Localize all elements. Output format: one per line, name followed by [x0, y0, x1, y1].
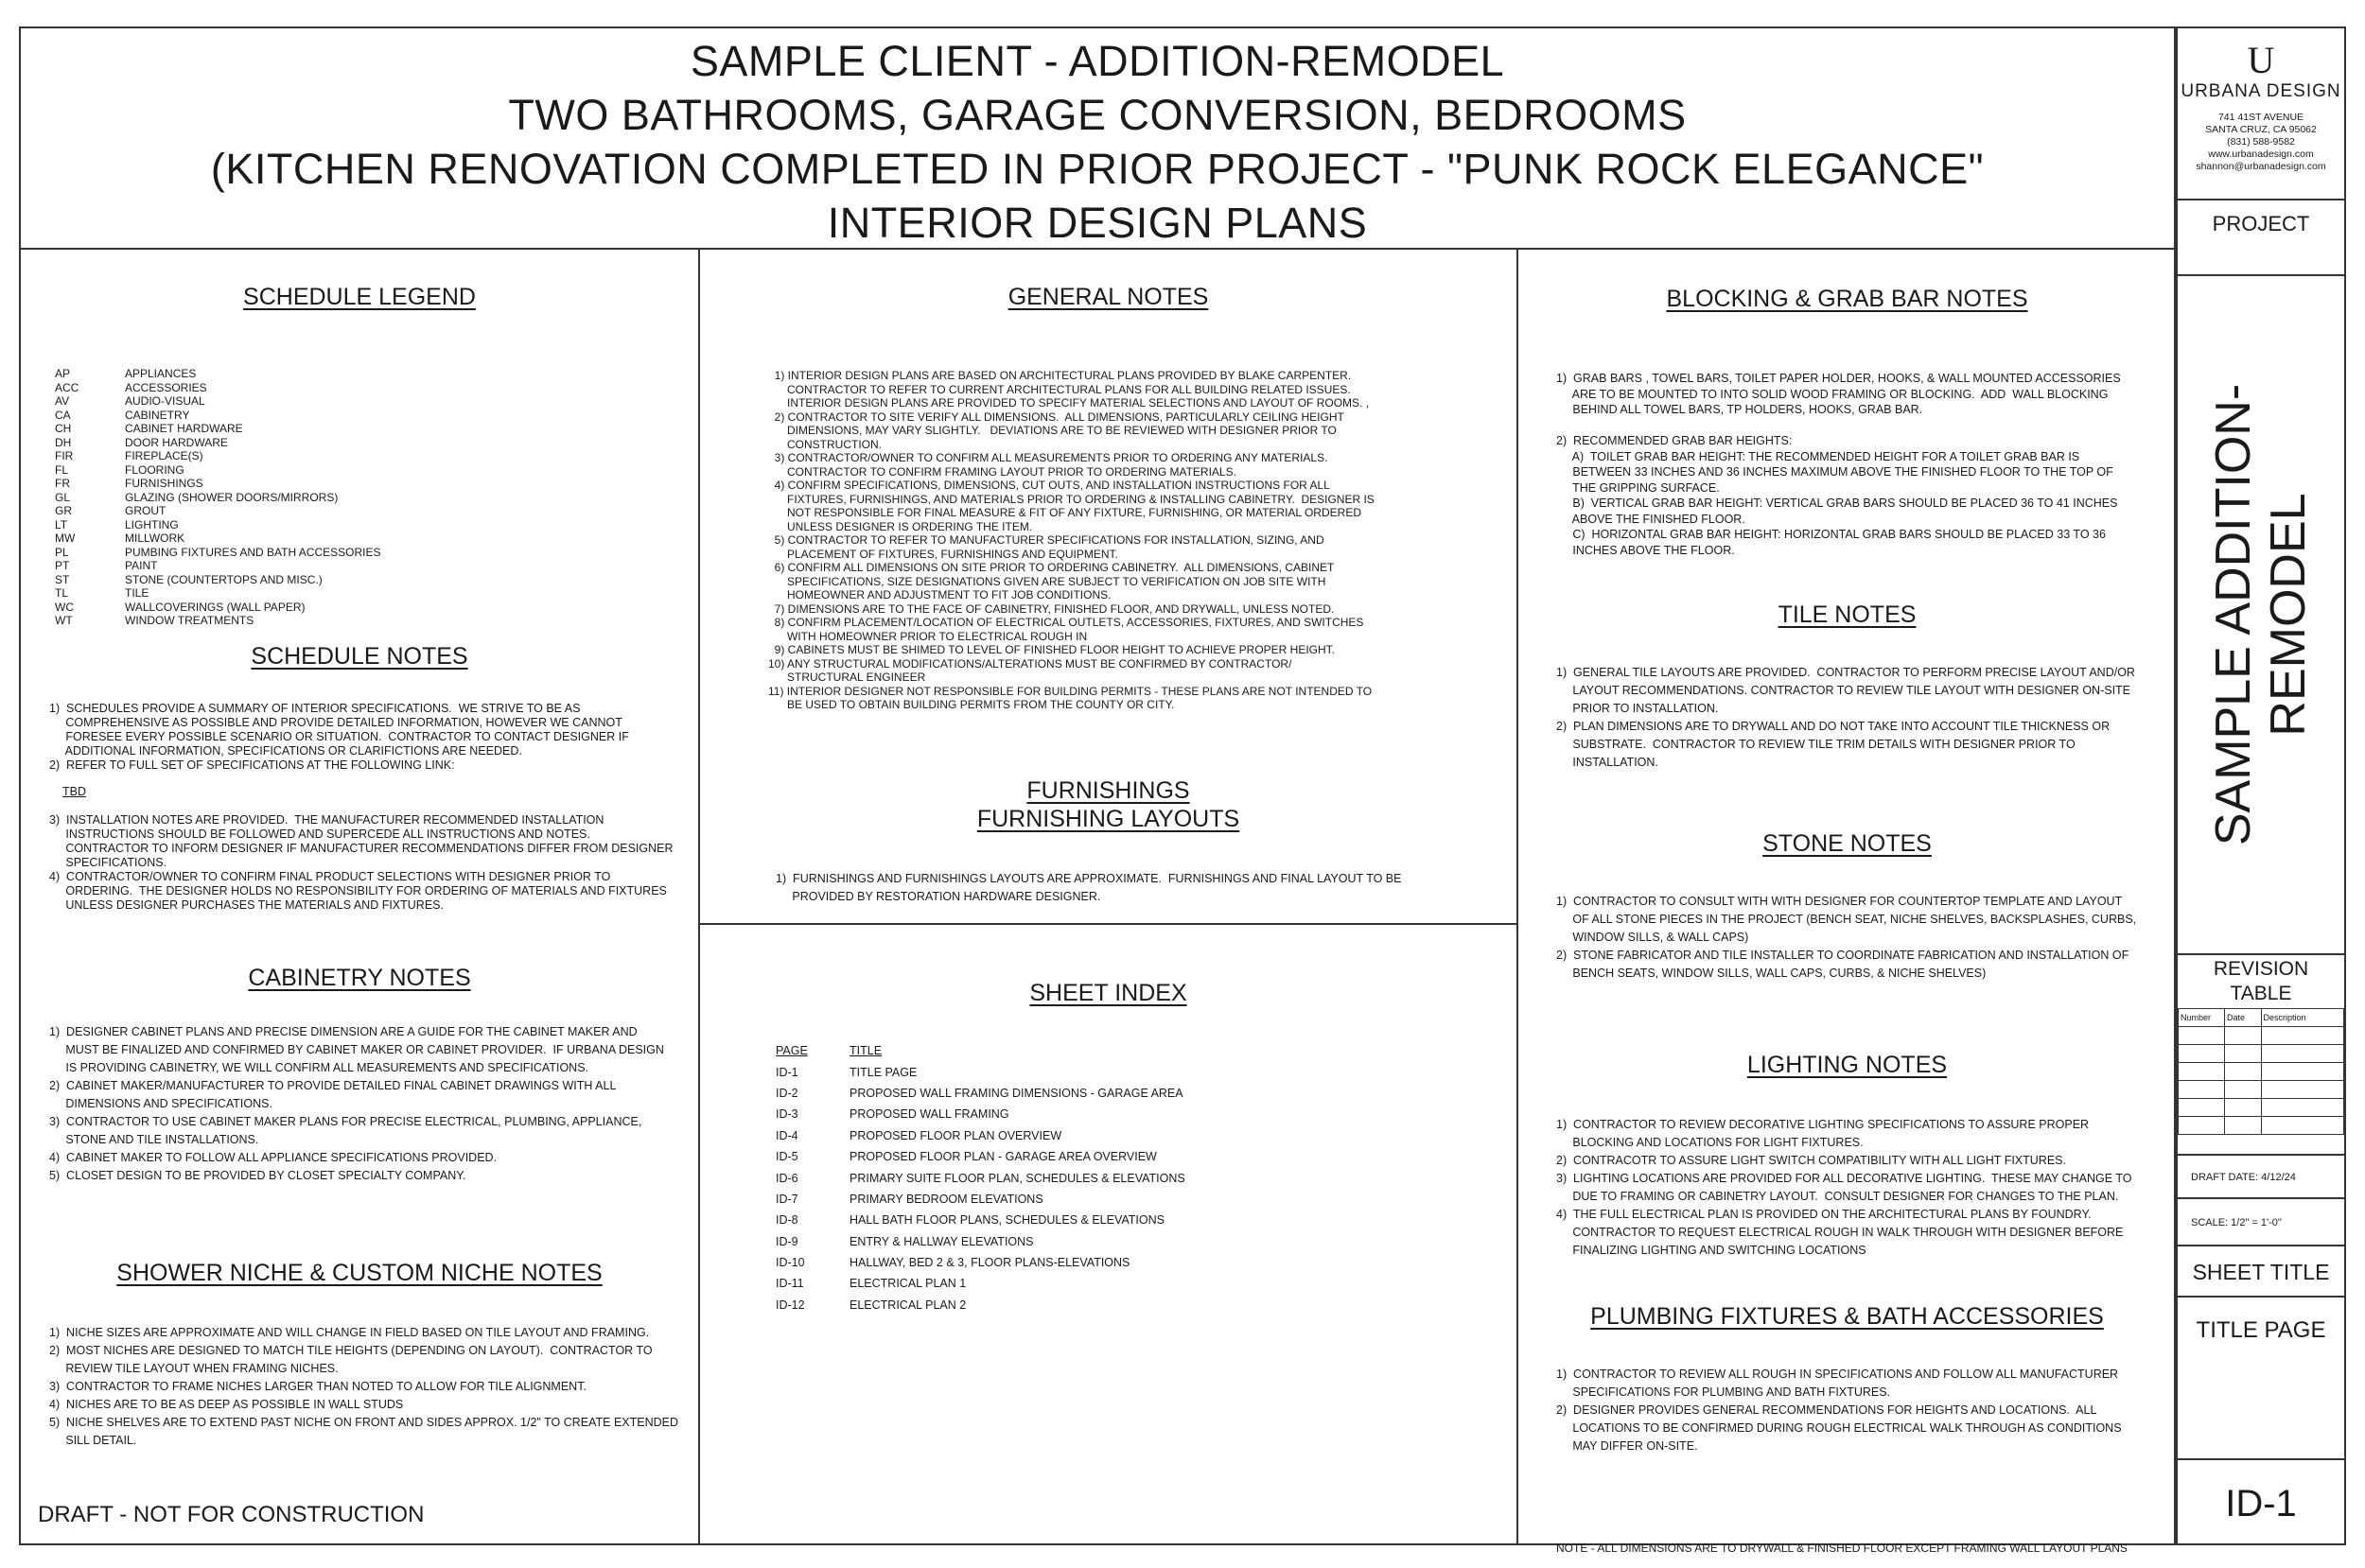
legend-abbr: GR — [55, 504, 72, 517]
sheet-index-row[interactable] — [776, 1295, 1185, 1315]
furnishing-layouts-title: FURNISHING LAYOUTS — [976, 806, 1240, 832]
stone-notes-title: STONE NOTES — [1762, 830, 1932, 857]
legend-desc: AUDIO-VISUAL — [125, 394, 205, 408]
legend-row — [55, 586, 381, 601]
sheet-index-title-cell: PROPOSED FLOOR PLAN - GARAGE AREA OVERVIEW — [850, 1150, 1157, 1164]
sheet-index-title-cell: PRIMARY BEDROOM ELEVATIONS — [850, 1192, 1043, 1206]
niche-notes-title: SHOWER NICHE & CUSTOM NICHE NOTES — [116, 1260, 603, 1286]
sheet-id: ID-1 — [2178, 1458, 2344, 1545]
legend-abbr: GL — [55, 490, 71, 504]
sheet-index-row[interactable] — [776, 1252, 1185, 1273]
legend-row — [55, 491, 381, 505]
sheet-index-row[interactable] — [776, 1083, 1185, 1104]
sheet-title: TITLE PAGE — [2196, 1317, 2326, 1343]
sheet-index-page: ID-2 — [776, 1086, 798, 1100]
sheet-index-title-cell: ELECTRICAL PLAN 2 — [850, 1298, 967, 1312]
tile-notes-title: TILE NOTES — [1778, 601, 1917, 628]
furnishings-title: FURNISHINGS — [1026, 777, 1190, 804]
email: shannon@urbanadesign.com — [2196, 161, 2326, 172]
sheet-index-row[interactable] — [776, 1061, 1185, 1082]
scale: SCALE: 1/2" = 1'-0" — [2178, 1197, 2344, 1245]
sheet-index-page: ID-6 — [776, 1171, 798, 1185]
legend-abbr: TL — [55, 586, 69, 600]
legend-abbr: FIR — [55, 449, 74, 462]
sheet-index-page: ID-3 — [776, 1107, 798, 1122]
address-line-2: SANTA CRUZ, CA 95062 — [2205, 124, 2317, 135]
draft-label: DRAFT - NOT FOR CONSTRUCTION — [38, 1502, 425, 1527]
logo-mark: U — [2247, 39, 2275, 81]
legend-desc: GROUT — [125, 504, 166, 517]
plumbing-notes-text: 1) CONTRACTOR TO REVIEW ALL ROUGH IN SPECIFICATIONS AND FOLLOW ALL MANUFACTURER SPECIFICATIONS FOR PLUMBING AND BATH FIXTURES. 2) DESIGNER PROVIDES GENERAL RECOMMENDATIONS FOR HEIGHTS AND LOCATIONS. ALL LOCATIONS TO BE CONFIRMED DURING ROUGH ELECTRICAL WALK THROUGH AS CONDITIONS MAY DIFFER ON-SITE. — [1556, 1368, 2122, 1453]
sheet-index-page: ID-4 — [776, 1128, 798, 1142]
legend-desc: ACCESSORIES — [125, 380, 207, 394]
legend-desc: LIGHTING — [125, 517, 179, 531]
project-name-line-1: SAMPLE ADDITION- — [2206, 383, 2261, 846]
legend-desc: WINDOW TREATMENTS — [125, 614, 254, 627]
sheet-index-page: ID-7 — [776, 1192, 798, 1206]
legend-row — [55, 449, 381, 463]
middle-column — [700, 250, 1518, 1545]
legend-desc: CABINET HARDWARE — [125, 422, 243, 435]
sheet-index-title: SHEET INDEX — [1029, 980, 1187, 1006]
sheet-index-page: ID-12 — [776, 1298, 805, 1312]
right-column — [1518, 250, 2176, 1555]
sheet-index-row[interactable] — [776, 1189, 1185, 1210]
sheet-index-title-cell: PRIMARY SUITE FLOOR PLAN, SCHEDULES & ELEVATIONS — [850, 1171, 1185, 1185]
legend-desc: FIREPLACE(S) — [125, 449, 203, 462]
project-label: PROJECT — [2178, 200, 2344, 276]
sheet-index-col-page: PAGE — [776, 1044, 808, 1058]
left-column — [21, 250, 700, 1545]
sheet-index-title-cell: PROPOSED WALL FRAMING — [850, 1107, 1009, 1122]
legend-desc: CABINETRY — [125, 408, 190, 422]
blocking-notes-title: BLOCKING & GRAB BAR NOTES — [1666, 286, 2028, 312]
legend-desc: MILLWORK — [125, 531, 185, 545]
legend-abbr: AV — [55, 394, 70, 408]
legend-desc: TILE — [125, 586, 149, 600]
legend-abbr: AP — [55, 367, 71, 380]
sheet-index-header — [776, 1040, 1185, 1061]
legend-abbr: ST — [55, 572, 70, 586]
project-name-block — [2178, 276, 2344, 955]
legend-row — [55, 394, 381, 409]
plumbing-notes-title: PLUMBING FIXTURES & BATH ACCESSORIES — [1590, 1303, 2104, 1330]
niche-notes-text: 1) NICHE SIZES ARE APPROXIMATE AND WILL CHANGE IN FIELD BASED ON TILE LAYOUT AND FRAMING. 2) MOST NICHES ARE DESIGNED TO MATCH TILE HEIGHTS (DEPENDING ON LAYOUT). CONTRACTOR TO REVIEW TILE LAYOUT WHEN FRAMING NICHES. 3) CONTRACTOR TO FRAME NICHES LARGER THAN NOTED TO ALLOW FOR TILE ALIGNMENT. 4) NICHES ARE TO BE AS DEEP AS POSSIBLE IN WALL STUDS 5) NICHE SHELVES ARE TO EXTEND PAST NICHE ON FRONT AND SIDES APPROX. 1/2" TO CREATE EXTENDED SILL DETAIL. — [49, 1326, 679, 1447]
sheet-index-row[interactable] — [776, 1210, 1185, 1230]
legend-abbr: DH — [55, 435, 72, 449]
cabinetry-notes-title: CABINETRY NOTES — [248, 965, 471, 991]
legend-abbr: CA — [55, 408, 71, 422]
legend-row — [55, 518, 381, 532]
phone: (831) 588-9582 — [2227, 136, 2295, 148]
sheet-header — [21, 28, 2174, 250]
legend-abbr: FL — [55, 462, 69, 477]
legend-abbr: WC — [55, 600, 74, 614]
company-name: URBANA DESIGN — [2181, 81, 2341, 101]
legend-desc: WALLCOVERINGS (WALL PAPER) — [125, 600, 306, 614]
specifications-link[interactable]: TBD — [62, 785, 86, 798]
header-line-1: SAMPLE CLIENT - ADDITION-REMODEL — [690, 37, 1505, 85]
header-line-2: TWO BATHROOMS, GARAGE CONVERSION, BEDROOMS — [508, 91, 1687, 139]
sheet-index-title-cell: PROPOSED WALL FRAMING DIMENSIONS - GARAGE AREA — [850, 1086, 1183, 1100]
address-line-1: 741 41ST AVENUE — [2217, 112, 2304, 123]
tile-notes-text: 1) GENERAL TILE LAYOUTS ARE PROVIDED. CONTRACTOR TO PERFORM PRECISE LAYOUT AND/OR LAYOUT RECOMMENDATIONS. CONTRACTOR TO REVIEW TILE LAYOUT WITH DESIGNER ON-SITE PRIOR TO INSTALLATION. 2) PLAN DIMENSIONS ARE TO DRYWALL AND DO NOT TAKE INTO ACCOUNT TILE THICKNESS OR SUBSTRATE. CONTRACTOR TO REVIEW TILE TRIM DETAILS WITH DESIGNER PRIOR TO INSTALLATION. — [1556, 666, 2135, 769]
legend-desc: GLAZING (SHOWER DOORS/MIRRORS) — [125, 490, 339, 504]
legend-row — [55, 504, 381, 518]
general-notes-title: GENERAL NOTES — [1007, 284, 1209, 310]
revision-col-number: Number — [2179, 1009, 2225, 1027]
revision-title-line-1: REVISION — [2213, 958, 2309, 980]
legend-row — [55, 463, 381, 478]
legend-abbr: FR — [55, 477, 70, 490]
legend-abbr: ACC — [55, 380, 79, 394]
sheet-index-title-cell: TITLE PAGE — [850, 1065, 918, 1079]
sheet-index-title-cell: HALLWAY, BED 2 & 3, FLOOR PLANS-ELEVATIONS — [850, 1256, 1130, 1270]
blocking-notes-text: 1) GRAB BARS , TOWEL BARS, TOILET PAPER HOLDER, HOOKS, & WALL MOUNTED ACCESSORIES ARE TO BE MOUNTED TO INTO SOLID WOOD FRAMING OR BLOCKING. ADD WALL BLOCKING BEHIND ALL TOWEL BARS, TP HOLDERS, HOOKS, GRAB BAR. 2) RECOMMENDED GRAB BAR HEIGHTS: A) TOILET GRAB BAR HEIGHT: THE RECOMMENDED HEIGHT FOR A TOILET GRAB BAR IS BETWEEN 33 INCHES AND 36 INCHES MAXIMUM ABOVE THE FINISHED FLOOR TO THE TOP OF THE GRIPPING SURFACE. B) VERTICAL GRAB BAR HEIGHT: VERTICAL GRAB BARS SHOULD BE PLACED 36 TO 41 INCHES ABOVE THE FINISHED FLOOR. C) HORIZONTAL GRAB BAR HEIGHT: HORIZONTAL GRAB BARS SHOULD BE PLACED 33 TO 36 INCHES ABOVE THE FLOOR. — [1556, 372, 2121, 557]
legend-row — [55, 546, 381, 560]
legend-desc: DOOR HARDWARE — [125, 435, 228, 449]
project-name-line-2: REMODEL — [2261, 493, 2316, 737]
furnishings-text: 1) FURNISHINGS AND FURNISHINGS LAYOUTS ARE APPROXIMATE. FURNISHINGS AND FINAL LAYOUT TO BE PROVIDED BY RESTORATION HARDWARE DESIGNER. — [776, 872, 1402, 903]
revision-col-description: Description — [2261, 1009, 2344, 1027]
header-line-3: (KITCHEN RENOVATION COMPLETED IN PRIOR PROJECT - "PUNK ROCK ELEGANCE" — [210, 145, 1985, 193]
sheet-index-row[interactable] — [776, 1104, 1185, 1124]
column-divider — [700, 923, 1516, 925]
legend-row — [55, 601, 381, 615]
schedule-legend-title: SCHEDULE LEGEND — [243, 284, 476, 310]
legend-row — [55, 614, 381, 628]
revision-title-line-2: TABLE — [2230, 983, 2292, 1004]
sheet-index-row[interactable] — [776, 1167, 1185, 1188]
sheet-index-title-cell: PROPOSED FLOOR PLAN OVERVIEW — [850, 1128, 1062, 1142]
legend-abbr: PT — [55, 559, 70, 572]
legend-desc: STONE (COUNTERTOPS AND MISC.) — [125, 572, 323, 586]
draft-date: DRAFT DATE: 4/12/24 — [2178, 1154, 2344, 1197]
website: www.urbanadesign.com — [2208, 148, 2314, 160]
legend-row — [55, 531, 381, 546]
company-logo-block — [2178, 28, 2344, 200]
sheet-index-page: ID-11 — [776, 1277, 804, 1291]
legend-row — [55, 367, 381, 381]
legend-row — [55, 381, 381, 395]
project-name — [2206, 384, 2316, 845]
sheet-index-page: ID-10 — [776, 1256, 805, 1270]
legend-desc: APPLIANCES — [125, 367, 197, 380]
sheet-index-page: ID-9 — [776, 1234, 798, 1248]
sheet-index-page: ID-1 — [776, 1065, 798, 1079]
legend-row — [55, 477, 381, 491]
legend-abbr: MW — [55, 531, 76, 545]
sheet-index-page: ID-5 — [776, 1150, 798, 1164]
drawing-sheet — [19, 26, 2176, 1555]
legend-desc: PAINT — [125, 559, 158, 572]
legend-abbr: WT — [55, 614, 73, 627]
legend-desc: FURNISHINGS — [125, 477, 203, 490]
dimension-note: NOTE - ALL DIMENSIONS ARE TO DRYWALL & FINISHED FLOOR EXCEPT FRAMING WALL LAYOUT PLANS — [1556, 1542, 2128, 1555]
lighting-notes-text: 1) CONTRACTOR TO REVIEW DECORATIVE LIGHTING SPECIFICATIONS TO ASSURE PROPER BLOCKING AND LOCATIONS FOR LIGHT FIXTURES. 2) CONTRACOTR TO ASSURE LIGHT SWITCH COMPATIBILITY WITH ALL LIGHT FIXTURES. 3) LIGHTING LOCATIONS ARE PROVIDED FOR ALL DECORATIVE LIGHTING. THESE MAY CHANGE TO DUE TO FRAMING OR CABINETRY LAYOUT. CONSULT DESIGNER FOR CHANGES TO THE PLAN. 4) THE FULL ELECTRICAL PLAN IS PROVIDED ON THE ARCHITECTURAL PLANS BY FOUNDRY. CONTRACTOR TO REQUEST ELECTRICAL ROUGH IN WALK THROUGH WITH DESIGNER BEFORE FINALIZING LIGHTING AND SWITCHING LOCATIONS — [1556, 1118, 2132, 1257]
lighting-notes-title: LIGHTING NOTES — [1746, 1052, 1948, 1078]
schedule-legend — [55, 367, 381, 628]
legend-desc: FLOORING — [125, 462, 184, 477]
sheet-index-row[interactable] — [776, 1273, 1185, 1294]
legend-row — [55, 409, 381, 423]
legend-desc: PUMBING FIXTURES AND BATH ACCESSORIES — [125, 545, 381, 559]
sheet-title-label: SHEET TITLE — [2178, 1245, 2344, 1298]
revision-col-date: Date — [2225, 1009, 2262, 1027]
sheet-index-table — [776, 1040, 1185, 1315]
schedule-notes-text-2: 3) INSTALLATION NOTES ARE PROVIDED. THE MANUFACTURER RECOMMENDED INSTALLATION INSTRUCTIONS SHOULD BE FOLLOWED AND SUPERCEDE ALL INSTRUCTIONS AND NOTES. CONTRACTOR TO INFORM DESIGNER IF MANUFACTURER RECOMMENDATIONS DIFFER FROM DESIGNER SPECIFICATIONS. 4) CONTRACTOR/OWNER TO CONFIRM FINAL PRODUCT SELECTIONS WITH DESIGNER PRIOR TO ORDERING. THE DESIGNER HOLDS NO RESPONSIBILITY FOR ORDERING OF MATERIALS AND FIXTURES UNLESS DESIGNER PURCHASES THE MATERIALS AND FIXTURES. — [49, 813, 674, 912]
sheet-index-title-cell: HALL BATH FLOOR PLANS, SCHEDULES & ELEVATIONS — [850, 1213, 1165, 1228]
revision-table — [2178, 1008, 2344, 1135]
legend-abbr: CH — [55, 422, 72, 435]
legend-row — [55, 422, 381, 436]
sheet-index-title-cell: ENTRY & HALLWAY ELEVATIONS — [850, 1234, 1034, 1248]
legend-row — [55, 559, 381, 573]
schedule-notes-text-1: 1) SCHEDULES PROVIDE A SUMMARY OF INTERIOR SPECIFICATIONS. WE STRIVE TO BE AS COMPREHENSIVE AS POSSIBLE AND PROVIDE DETAILED INFORMATION, HOWEVER WE CANNOT FORESEE EVERY POSSIBLE SCENARIO OR SITUATION. CONTRACTOR TO CONTACT DESIGNER IF ADDITIONAL INFORMATION, SPECIFICATIONS OR CLARIFICTIONS ARE NEEDED. 2) REFER TO FULL SET OF SPECIFICATIONS AT THE FOLLOWING LINK: — [49, 702, 629, 772]
schedule-notes-title: SCHEDULE NOTES — [251, 643, 468, 670]
sheet-index-row[interactable] — [776, 1125, 1185, 1146]
company-address — [2178, 112, 2344, 173]
sheet-index-row[interactable] — [776, 1146, 1185, 1167]
legend-abbr: PL — [55, 545, 69, 559]
legend-row — [55, 436, 381, 450]
general-notes-text: 1) INTERIOR DESIGN PLANS ARE BASED ON ARCHITECTURAL PLANS PROVIDED BY BLAKE CARPENTER. CONTRACTOR TO REFER TO CURRENT ARCHITECTURAL PLANS FOR ALL BUILDING RELATED ISSUES. INTERIOR DESIGN PLANS ARE PROVIDED TO SPECIFY MATERIAL SELECTIONS AND LAYOUT OF ROOMS. , 2) CONTRACTOR TO SITE VERIFY ALL DIMENSIONS. ALL DIMENSIONS, PARTICULARLY CEILING HEIGHT DIMENSIONS, MAY VARY SLIGHTLY. DEVIATIONS ARE TO BE REVIEWED WITH DESIGNER PRIOR TO CONSTRUCTION. 3) CONTRACTOR/OWNER TO CONFIRM ALL MEASUREMENTS PRIOR TO ORDERING ANY MATERIALS. CONTRACTOR TO CONFIRM FRAMING LAYOUT PRIOR TO ORDERING MATERIALS. 4) CONFIRM SPECIFICATIONS, DIMENSIONS, CUT OUTS, AND INSTALLATION INSTRUCTIONS FOR ALL FIXTURES, FURNISHINGS, AND MATERIALS PRIOR TO ORDERING & INSTALLING CABINETRY. DESIGNER IS NOT RESPONSIBLE FOR FINAL MEASURE & FIT OF ANY FIXTURE, FURNISHING, OR MATERIAL ORDERED UNLESS DESIGNER IS ORDERING THE ITEM. 5) CONTRACTOR TO REFER TO MANUFACTURER SPECIFICATIONS FOR INSTALLATION, SIZING, AND PLACEMENT OF FIXTURES, FURNISHINGS AND EQUIPMENT. 6) CONFIRM ALL DIMENSIONS ON SITE PRIOR TO ORDERING CABINETRY. ALL DIMENSIONS, CABINET SPECIFICATIONS, SIZE DESIGNATIONS GIVEN ARE SUBJECT TO VERIFICATION ON JOB SITE WITH HOMEOWNER AND ADJUSTMENT TO FIT JOB CONDITIONS. 7) DIMENSIONS ARE TO THE FACE OF CABINETRY, FINISHED FLOOR, AND DRYWALL, UNLESS NOTED. 8) CONFIRM PLACEMENT/LOCATION OF ELECTRICAL OUTLETS, ACCESSORIES, FIXTURES, AND SWITCHES WITH HOMEOWNER PRIOR TO ELECTRICAL ROUGH IN 9) CABINETS MUST BE SHIMED TO LEVEL OF FINISHED FLOOR HEIGHT TO ACHIEVE PROPER HEIGHT. 10) ANY STRUCTURAL MODIFICATIONS/ALTERATIONS MUST BE CONFIRMED BY CONTRACTOR/ STRUCTURAL ENGINEER 11) INTERIOR DESIGNER NOT RESPONSIBLE FOR BUILDING PERMITS - THESE PLANS ARE NOT INTENDED TO BE USED TO OBTAIN BUILDING PERMITS FROM THE COUNTY OR CITY. — [768, 369, 1375, 711]
legend-row — [55, 573, 381, 587]
sheet-index-page: ID-8 — [776, 1213, 798, 1228]
revision-table-title — [2178, 957, 2344, 1006]
title-block — [2176, 26, 2346, 1545]
cabinetry-notes-text: 1) DESIGNER CABINET PLANS AND PRECISE DIMENSION ARE A GUIDE FOR THE CABINET MAKER AND MUST BE FINALIZED AND CONFIRMED BY CABINET MAKER OR CABINET PROVIDER. IF URBANA DESIGN IS PROVIDING CABINETRY, WE WILL CONFIRM ALL MEASUREMENTS AND SPECIFICATIONS. 2) CABINET MAKER/MANUFACTURER TO PROVIDE DETAILED FINAL CABINET DRAWINGS WITH ALL DIMENSIONS AND SPECIFICATIONS. 3) CONTRACTOR TO USE CABINET MAKER PLANS FOR PRECISE ELECTRICAL, PLUMBING, APPLIANCE, STONE AND TILE INSTALLATIONS. 4) CABINET MAKER TO FOLLOW ALL APPLIANCE SPECIFICATIONS PROVIDED. 5) CLOSET DESIGN TO BE PROVIDED BY CLOSET SPECIALTY COMPANY. — [49, 1025, 664, 1182]
header-line-4: INTERIOR DESIGN PLANS — [827, 199, 1368, 247]
sheet-index-col-title: TITLE — [850, 1044, 883, 1058]
sheet-index-title-cell: ELECTRICAL PLAN 1 — [850, 1277, 967, 1291]
sheet-index-row[interactable] — [776, 1231, 1185, 1252]
stone-notes-text: 1) CONTRACTOR TO CONSULT WITH WITH DESIGNER FOR COUNTERTOP TEMPLATE AND LAYOUT OF ALL STONE PIECES IN THE PROJECT (BENCH SEAT, NICHE SHELVES, BACKSPLASHES, CURBS, WINDOW SILLS, & WALL CAPS) 2) STONE FABRICATOR AND TILE INSTALLER TO COORDINATE FABRICATION AND INSTALLATION OF BENCH SEATS, WINDOW SILLS, WALL CAPS, CURBS, & NICHE SHELVES) — [1556, 895, 2137, 980]
legend-abbr: LT — [55, 517, 68, 531]
